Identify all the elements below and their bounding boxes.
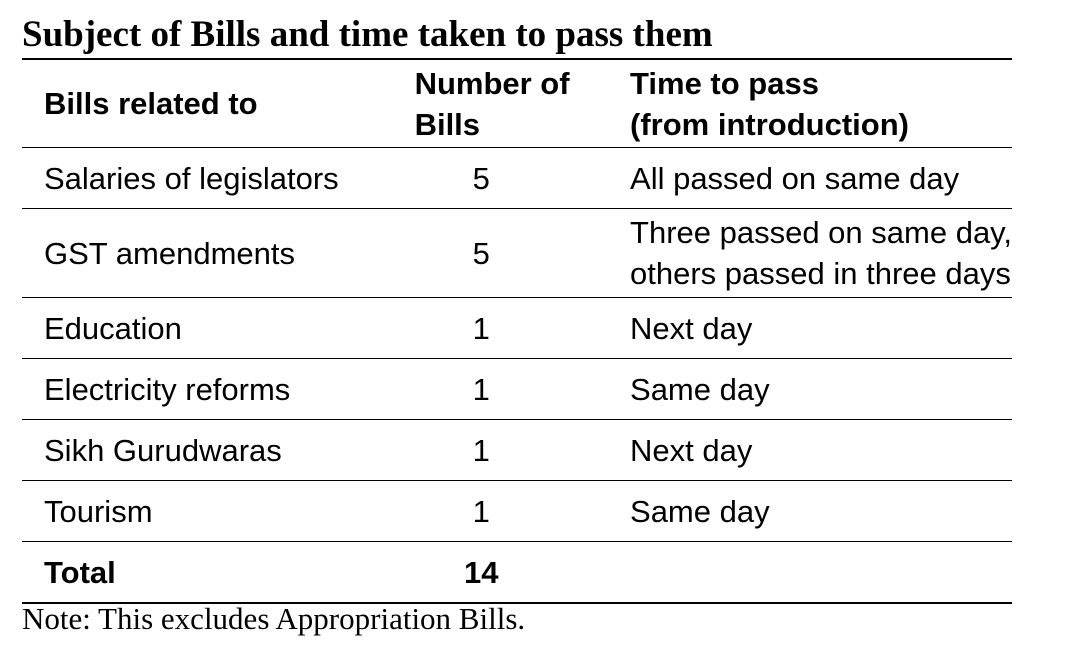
row-time: Same day	[630, 359, 1012, 420]
row-subject: Sikh Gurudwaras	[22, 420, 393, 481]
row-time: Next day	[630, 420, 1012, 481]
table-row	[22, 420, 1012, 481]
row-time	[630, 209, 1012, 298]
header-time-to-pass-line2: (from introduction)	[630, 106, 909, 142]
table-title: Subject of Bills and time taken to pass them	[22, 14, 713, 55]
header-bills-related-to: Bills related to	[22, 59, 393, 148]
bills-table	[22, 58, 1012, 604]
row-subject: Education	[22, 298, 393, 359]
header-time-to-pass-line1: Time to pass	[630, 65, 819, 101]
header-number-of-bills	[393, 59, 630, 148]
total-time-empty	[630, 542, 1012, 604]
row-count: 5	[393, 209, 630, 298]
row-subject: Tourism	[22, 481, 393, 542]
row-time: Same day	[630, 481, 1012, 542]
row-time-line2: others passed in three days	[630, 256, 1011, 291]
header-row	[22, 59, 1012, 148]
total-count: 14	[393, 542, 630, 604]
row-time: All passed on same day	[630, 148, 1012, 209]
header-time-to-pass	[630, 59, 1012, 148]
table-row	[22, 481, 1012, 542]
row-subject: Electricity reforms	[22, 359, 393, 420]
table-row	[22, 148, 1012, 209]
row-count: 1	[393, 298, 630, 359]
row-subject: Salaries of legislators	[22, 148, 393, 209]
row-count: 1	[393, 420, 630, 481]
header-number-of-bills-line1: Number of	[414, 65, 570, 101]
row-count: 1	[393, 359, 630, 420]
row-count: 5	[393, 148, 630, 209]
table-row	[22, 298, 1012, 359]
row-count: 1	[393, 481, 630, 542]
total-row	[22, 542, 1012, 604]
row-subject: GST amendments	[22, 209, 393, 298]
row-time-line1: Three passed on same day,	[630, 215, 1012, 250]
row-time: Next day	[630, 298, 1012, 359]
table-note: Note: This excludes Appropriation Bills.	[22, 601, 526, 636]
table-row	[22, 359, 1012, 420]
header-number-of-bills-line2: Bills	[414, 106, 481, 142]
table-row	[22, 209, 1012, 298]
total-label: Total	[22, 542, 393, 604]
